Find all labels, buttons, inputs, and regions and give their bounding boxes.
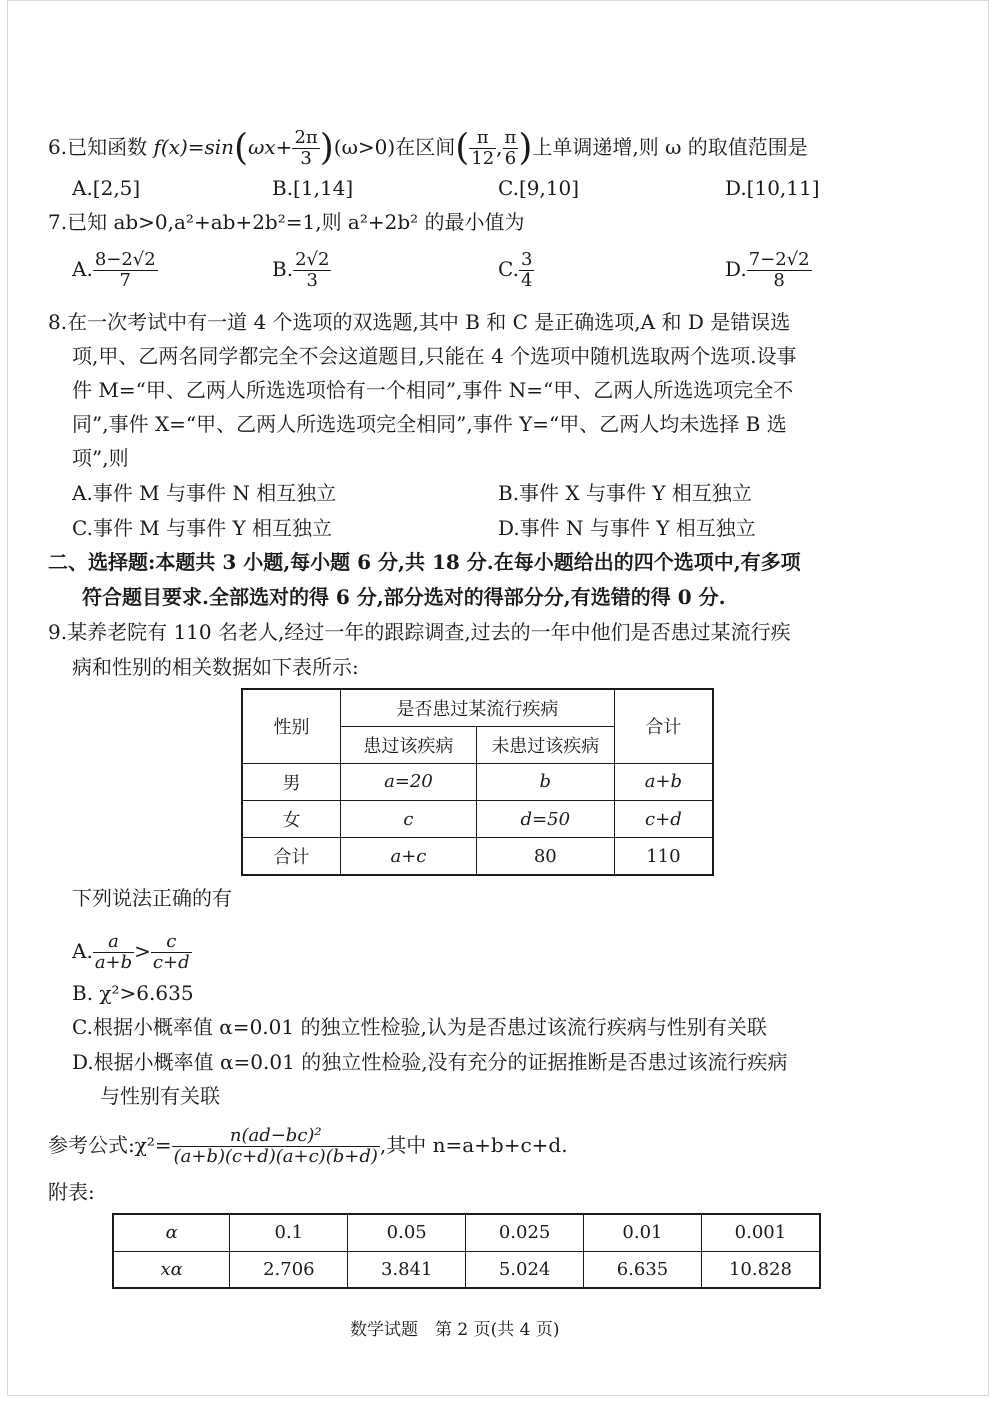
table-row — [242, 838, 713, 875]
table-header-total: 合计 — [614, 689, 713, 763]
q6-option-c: C.[9,10] — [498, 176, 580, 200]
table-cell: d=50 — [476, 801, 614, 838]
table-cell: 80 — [476, 838, 614, 875]
q9-option-b: B. χ²>6.635 — [72, 981, 194, 1005]
table-cell: 3.841 — [348, 1251, 466, 1288]
appendix-table — [112, 1213, 821, 1289]
table-cell: a+b — [614, 763, 713, 800]
table-cell: a+c — [340, 838, 476, 875]
table-row — [242, 801, 713, 838]
table-cell: 5.024 — [466, 1251, 584, 1288]
q9-prompt: 下列说法正确的有 — [72, 886, 232, 910]
table-cell: 男 — [242, 763, 340, 800]
table-cell: 2.706 — [230, 1251, 348, 1288]
q7-stem: 7.已知 ab>0,a²+ab+2b²=1,则 a²+2b² 的最小值为 — [48, 210, 525, 234]
table-header-group: 是否患过某流行疾病 — [340, 689, 614, 726]
q9-line-2: 病和性别的相关数据如下表所示: — [72, 655, 359, 679]
q6-frac-pi-6: $\frac{\pi}{6}$ — [504, 127, 517, 169]
table-cell: xα — [113, 1251, 230, 1288]
table-header-had: 患过该疾病 — [340, 726, 476, 763]
table-cell: 合计 — [242, 838, 340, 875]
q9-data-table — [241, 688, 714, 876]
q8-line-2: 项,甲、乙两名同学都完全不会这道题目,只能在 4 个选项中随机选取两个选项.设事 — [72, 344, 797, 368]
table-cell: b — [476, 763, 614, 800]
q7-option-d: D. $\frac{7-2√2}{8}$ — [725, 249, 810, 291]
table-cell: α — [113, 1214, 230, 1251]
q8-line-3: 件 M=“甲、乙两人所选选项恰有一个相同”,事件 N=“甲、乙两人所选选项完全不 — [72, 378, 794, 402]
reference-formula: 参考公式:χ²= $\frac{\text{n(ad−bc)²}}{(a+b)(c+d)(a+c)(b+d)}$ ,其中 n=a+b+c+d. — [48, 1125, 568, 1167]
table-cell: 0.05 — [348, 1214, 466, 1251]
table-header-not: 未患过该疾病 — [476, 726, 614, 763]
section2-heading-line-1: 二、选择题:本题共 3 小题,每小题 6 分,共 18 分.在每小题给出的四个选项中,有多项 — [48, 550, 801, 574]
q9-option-a: A. $\frac{a}{a+b}$ > $\frac{c}{c+d}$ — [72, 931, 190, 973]
table-cell: a=20 — [340, 763, 476, 800]
section2-heading-line-2: 符合题目要求.全部选对的得 6 分,部分选对的得部分分,有选错的得 0 分. — [82, 585, 726, 609]
table-header-gender: 性别 — [242, 689, 340, 763]
q6-option-b: B.[1,14] — [272, 176, 354, 200]
q8-option-d: D.事件 N 与事件 Y 相互独立 — [498, 516, 756, 540]
q6-option-d: D.[10,11] — [725, 176, 820, 200]
table-row — [113, 1251, 820, 1288]
page-footer: 数学试题 第 2 页(共 4 页) — [350, 1320, 560, 1340]
q8-option-a: A.事件 M 与事件 N 相互独立 — [72, 481, 337, 505]
table-cell: 0.025 — [466, 1214, 584, 1251]
table-cell: 10.828 — [701, 1251, 820, 1288]
appendix-label: 附表: — [48, 1180, 95, 1204]
table-row — [242, 763, 713, 800]
table-cell: 110 — [614, 838, 713, 875]
q6-stem: 6.已知函数 f(x)=sin(ωx+ $\frac{2\pi}{3}$ )(ω>0)在区间( $\frac{\pi}{12}$ , $\frac{\pi}{6}$ )上单调递增,则 ω 的取值范围是 — [48, 127, 808, 169]
q9-option-d-line-2: 与性别有关联 — [100, 1084, 220, 1108]
q8-line-4: 同”,事件 X=“甲、乙两人所选选项完全相同”,事件 Y=“甲、乙两人均未选择 B 选 — [72, 412, 787, 436]
table-cell: c+d — [614, 801, 713, 838]
q9-line-1: 9.某养老院有 110 名老人,经过一年的跟踪调查,过去的一年中他们是否患过某流行疾 — [48, 620, 791, 644]
table-cell: 0.01 — [584, 1214, 702, 1251]
q7-option-c: C. $\frac{3}{4}$ — [498, 249, 533, 291]
table-cell: c — [340, 801, 476, 838]
q7-option-b: B. $\frac{2√2}{3}$ — [272, 249, 330, 291]
q9-option-d-line-1: D.根据小概率值 α=0.01 的独立性检验,没有充分的证据推断是否患过该流行疾病 — [72, 1050, 788, 1074]
q8-line-1: 8.在一次考试中有一道 4 个选项的双选题,其中 B 和 C 是正确选项,A 和 D 是错误选 — [48, 310, 791, 334]
q8-option-b: B.事件 X 与事件 Y 相互独立 — [498, 481, 752, 505]
q6-frac-2pi-3: $\frac{2\pi}{3}$ — [294, 127, 318, 169]
q7-option-a: A. $\frac{8-2√2}{7}$ — [72, 249, 156, 291]
q8-option-c: C.事件 M 与事件 Y 相互独立 — [72, 516, 333, 540]
table-cell: 0.1 — [230, 1214, 348, 1251]
q8-line-5: 项”,则 — [72, 446, 129, 470]
q6-frac-pi-12: $\frac{\pi}{12}$ — [471, 127, 495, 169]
q6-option-a: A.[2,5] — [72, 176, 141, 200]
q9-option-c: C.根据小概率值 α=0.01 的独立性检验,认为是否患过该流行疾病与性别有关联 — [72, 1015, 767, 1039]
table-row — [113, 1214, 820, 1251]
table-cell: 6.635 — [584, 1251, 702, 1288]
table-cell: 女 — [242, 801, 340, 838]
table-cell: 0.001 — [701, 1214, 820, 1251]
